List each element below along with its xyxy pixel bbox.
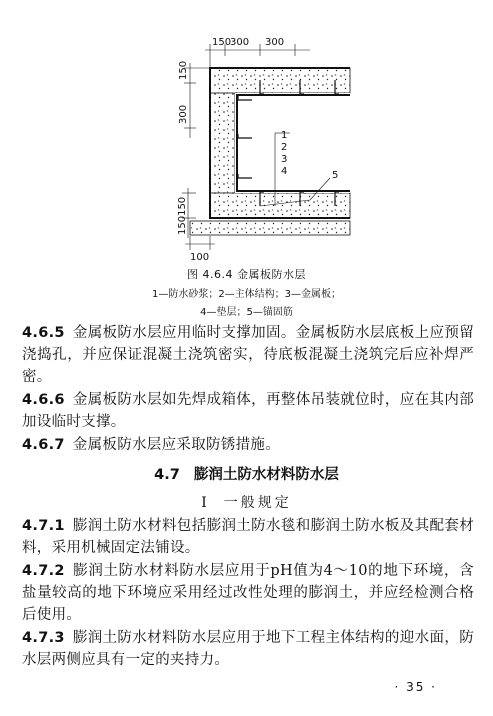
clause-text: 膨润土防水材料防水层应用于pH值为4～10的地下环境，含盐量较高的地下环境应采用经过改性处理的膨润土，并应经检测合格后使用。 [22,563,474,623]
subsection-title: 一般规定 [223,495,292,511]
clause-4-6-6 [22,389,474,433]
figure-metal-plate-waterproofing [150,28,360,273]
dimension-top-3: 300 [265,37,285,48]
section-heading [0,463,493,484]
dimension-left-2: 300 [178,104,189,124]
dimension-top-2: 300 [230,37,250,48]
clause-text: 膨润土防水材料防水层应用于地下工程主体结构的迎水面，防水层两侧应具有一定的夹持力。 [22,630,474,668]
clause-number: 4.6.5 [22,325,65,341]
subsection-number: Ⅰ [201,495,210,511]
clause-4-7-1 [22,515,474,559]
callout-3: 3 [281,154,288,165]
clause-text: 膨润土防水材料包括膨润土防水毯和膨润土防水板及其配套材料，采用机械固定法铺设。 [22,518,474,556]
clause-number: 4.7.2 [22,563,65,579]
callout-2: 2 [281,142,288,153]
clause-text: 金属板防水层如先焊成箱体，再整体吊装就位时，应在其内部加设临时支撑。 [22,392,474,430]
figure-legend-line-1: 1—防水砂浆；2—主体结构；3—金属板； [151,289,342,300]
figure-legend-line-2: 4—垫层；5—锚固筋 [200,307,293,318]
clause-4-6-7 [22,434,474,456]
dimension-top-1: 150 [212,37,232,48]
clause-number: 4.7.1 [22,518,65,534]
clause-number: 4.6.7 [22,437,65,453]
callout-1: 1 [281,130,288,141]
clause-number: 4.6.6 [22,392,65,408]
section-title: 膨润土防水材料防水层 [193,467,339,483]
clause-4-7-2 [22,560,474,626]
clause-4-7-3 [22,627,474,671]
clause-text: 金属板防水层应采取防锈措施。 [72,437,280,453]
dimension-left-1: 150 [178,60,189,80]
subsection-heading [0,492,493,512]
clause-number: 4.7.3 [22,630,65,646]
clause-4-6-5 [22,322,474,388]
callout-4: 4 [281,166,288,177]
figure-caption: 图 4.6.4 金属板防水层 [187,268,306,281]
section-number: 4.7 [154,467,180,483]
dimension-bottom-left: 150150 [177,196,188,235]
dimension-bottom: 100 [190,252,210,263]
page-number: · 35 · [394,680,437,694]
construction-section-drawing [150,28,360,268]
clause-text: 金属板防水层应用临时支撑加固。金属板防水层底板上应预留浇捣孔，并应保证混凝土浇筑密实，待底板混凝土浇筑完后应补焊严密。 [22,325,474,385]
callout-5: 5 [332,170,339,181]
